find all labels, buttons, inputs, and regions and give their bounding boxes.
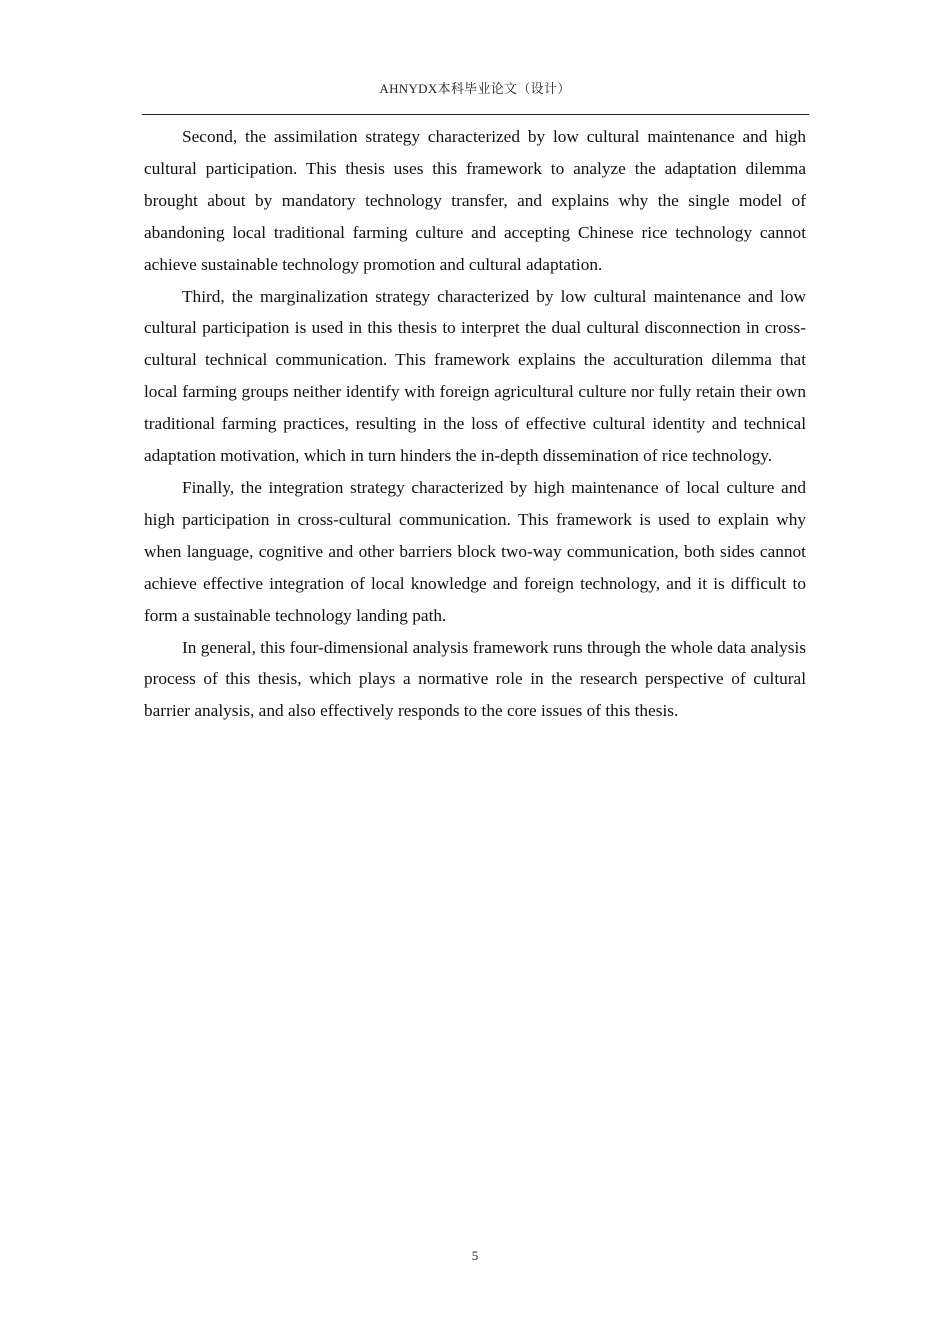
body-text xyxy=(144,121,806,727)
header-divider xyxy=(142,114,809,115)
page-header-title: AHNYDX本科毕业论文（设计） xyxy=(379,81,571,96)
page-number: 5 xyxy=(471,1248,479,1263)
paragraph-marginalization: Third, the marginalization strategy characterized by low cultural maintenance and low cultural participation is used in this thesis to interpret the dual cultural disconnection in cross-cultural technical communication. This framework explains the acculturation dilemma that local farming groups neither identify with foreign agricultural culture nor fully retain their own traditional farming practices, resulting in the loss of effective cultural identity and technical adaptation motivation, which in turn hinders the in-depth dissemination of rice technology. xyxy=(144,286,806,466)
paragraph-assimilation: Second, the assimilation strategy characterized by low cultural maintenance and high cultural participation. This thesis uses this framework to analyze the adaptation dilemma brought about by mandatory technology transfer, and explains why the single model of abandoning local traditional farming culture and accepting Chinese rice technology cannot achieve sustainable technology promotion and cultural adaptation. xyxy=(144,127,806,274)
paragraph-summary: In general, this four-dimensional analysis framework runs through the whole data analysis process of this thesis, which plays a normative role in the research perspective of cultural barrier analysis, and also effectively responds to the core issues of this thesis. xyxy=(144,637,806,721)
paragraph-integration: Finally, the integration strategy characterized by high maintenance of local culture and high participation in cross-cultural communication. This framework is used to explain why when language, cognitive and other barriers block two-way communication, both sides cannot achieve effective integration of local knowledge and foreign technology, and it is difficult to form a sustainable technology landing path. xyxy=(144,477,806,625)
